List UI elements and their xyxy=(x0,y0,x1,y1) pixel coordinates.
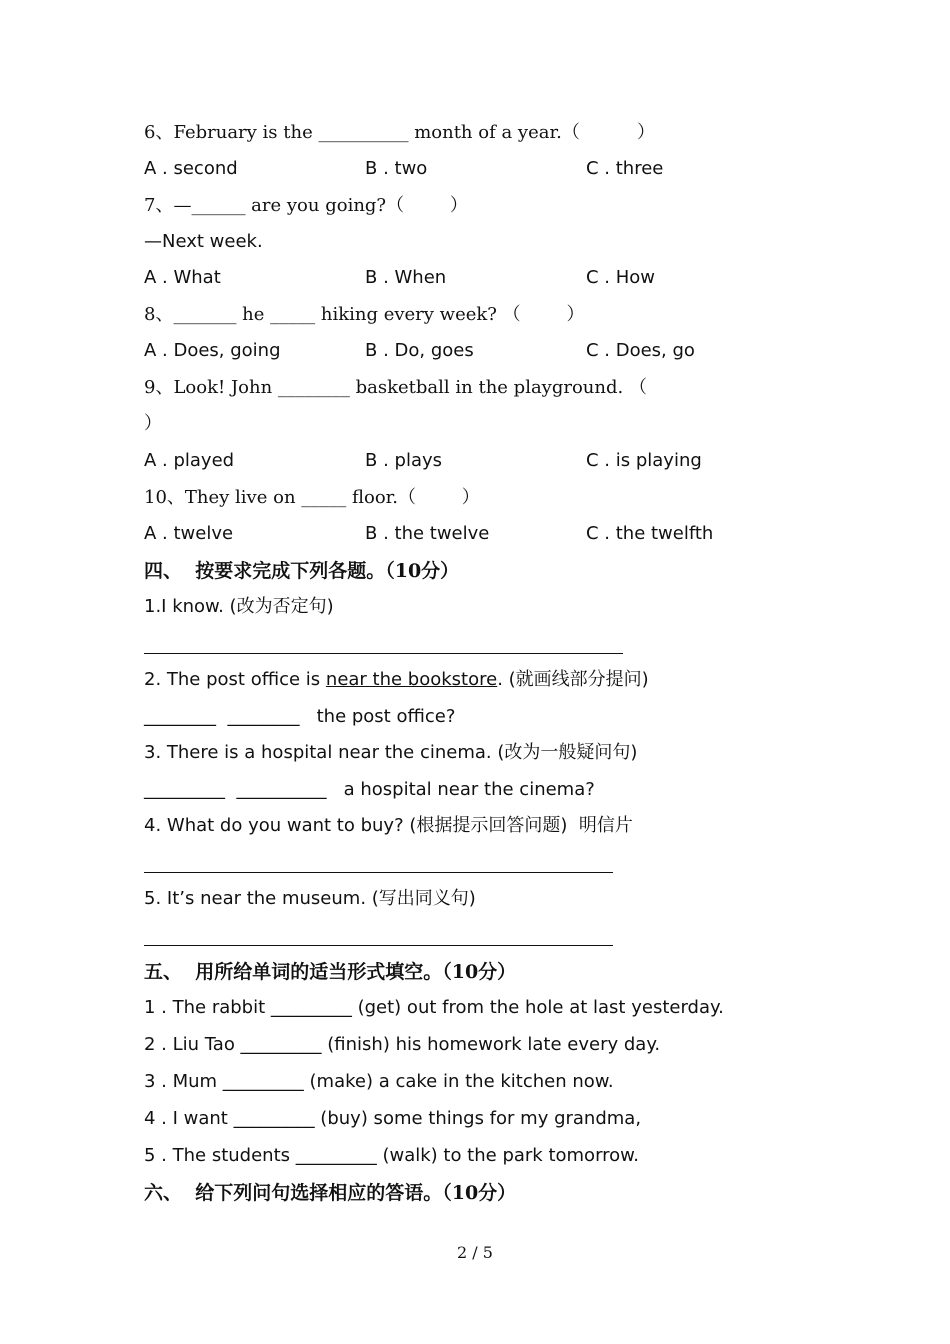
option-b: B . plays xyxy=(365,450,443,471)
option-a: A . played xyxy=(144,450,235,471)
section-6-heading: 六、 给下列问句选择相应的答语。（10分） xyxy=(144,1182,517,1204)
section-4-q2-answer: ________ ________ the post office? xyxy=(144,706,456,727)
option-a: A . twelve xyxy=(144,523,234,544)
question-6-options xyxy=(144,158,844,182)
section-4-q3-answer: _________ __________ a hospital near the cinema? xyxy=(144,779,595,800)
q2-underlined-phrase: near the bookstore xyxy=(325,669,498,690)
answer-line xyxy=(144,653,623,654)
section-4-q5: 5. It’s near the museum. (写出同义句) xyxy=(144,888,476,909)
question-6: 6、February is the __________ month of a year.（ ） xyxy=(144,122,656,143)
page-number: 2 / 5 xyxy=(457,1243,493,1262)
question-10-options xyxy=(144,523,844,547)
option-a: A . Does, going xyxy=(144,340,281,361)
option-c: C . three xyxy=(586,158,664,179)
question-9-paren-close: ） xyxy=(144,413,162,434)
option-c: C . How xyxy=(586,267,656,288)
option-b: B . two xyxy=(365,158,428,179)
question-9: 9、Look! John ________ basketball in the playground. （ xyxy=(144,377,647,398)
option-b: B . the twelve xyxy=(365,523,490,544)
section-5-item: 5 . The students _________ (walk) to the park tomorrow. xyxy=(144,1145,639,1166)
question-8: 8、_______ he _____ hiking every week? （ ） xyxy=(144,304,585,325)
option-a: A . second xyxy=(144,158,238,179)
q2-prefix: 2. The post office is xyxy=(144,669,326,690)
section-5-item: 1 . The rabbit _________ (get) out from the hole at last yesterday. xyxy=(144,997,724,1018)
question-7-reply: —Next week. xyxy=(144,231,263,252)
section-5-heading: 五、 用所给单词的适当形式填空。（10分） xyxy=(144,961,517,983)
answer-line xyxy=(144,945,613,946)
section-4-q3: 3. There is a hospital near the cinema. (改为一般疑问句) xyxy=(144,742,638,763)
q2-suffix: . (就画线部分提问) xyxy=(497,669,649,690)
question-9-options xyxy=(144,450,844,474)
section-4-heading: 四、 按要求完成下列各题。（10分） xyxy=(144,560,460,582)
question-7: 7、—______ are you going?（ ） xyxy=(144,195,468,216)
section-5-item: 4 . I want _________ (buy) some things for my grandma, xyxy=(144,1108,642,1129)
option-b: B . Do, goes xyxy=(365,340,474,361)
option-c: C . Does, go xyxy=(586,340,695,361)
section-4-q1: 1.I know. (改为否定句) xyxy=(144,596,334,617)
section-5-item: 2 . Liu Tao _________ (finish) his homework late every day. xyxy=(144,1034,661,1055)
question-7-options xyxy=(144,267,844,291)
option-b: B . When xyxy=(365,267,447,288)
question-8-options xyxy=(144,340,844,364)
answer-line xyxy=(144,872,613,873)
section-4-q4: 4. What do you want to buy? (根据提示回答问题) 明信片 xyxy=(144,815,633,836)
option-a: A . What xyxy=(144,267,221,288)
option-c: C . the twelfth xyxy=(586,523,714,544)
section-5-item: 3 . Mum _________ (make) a cake in the kitchen now. xyxy=(144,1071,614,1092)
question-10: 10、They live on _____ floor.（ ） xyxy=(144,487,480,508)
section-4-q2 xyxy=(144,669,649,691)
option-c: C . is playing xyxy=(586,450,702,471)
